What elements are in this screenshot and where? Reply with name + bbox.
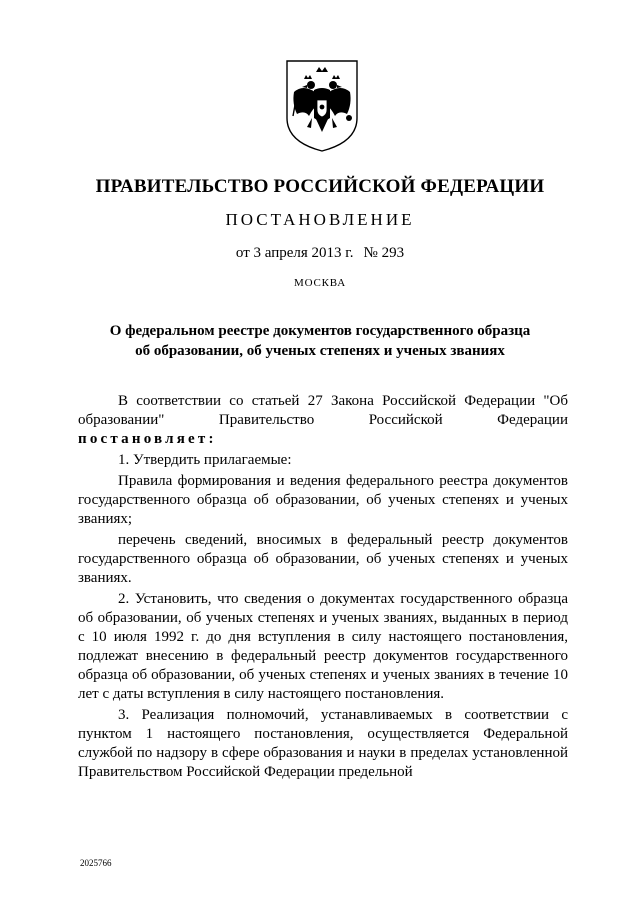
paragraph-1-list: перечень сведений, вносимых в федеральный реестр документов государственного образца об образовании, об ученых степенях и ученых званиях.	[78, 532, 568, 586]
coat-of-arms-emblem	[283, 58, 361, 154]
decree-word: постановляет:	[78, 431, 217, 447]
paragraph-2: 2. Установить, что сведения о документах государственного образца об образовании, об ученых степенях и ученых званиях, выданных в период с 10 июля 1992 г. до дня вступления в силу настоящего постановления, подлежат внесению в федеральный реестр документов государственного образца об образовании, об ученых степенях и ученых званиях в течение 10 лет с даты вступления в силу настоящего постановления.	[78, 591, 568, 702]
document-date: от 3 апреля 2013 г.	[235, 245, 354, 261]
paragraph-1-rules: Правила формирования и ведения федерального реестра документов государственного образца об образовании, об ученых степенях и ученых званиях;	[78, 473, 568, 527]
document-city: МОСКВА	[294, 277, 346, 289]
paragraph-1: 1. Утвердить прилагаемые:	[118, 452, 292, 468]
preamble-paragraph	[78, 392, 568, 449]
document-subject	[80, 321, 560, 361]
subject-line-1: О федеральном реестре документов государственного образца	[109, 323, 531, 339]
document-body	[78, 392, 568, 782]
subject-line-2: об образовании, об ученых степенях и ученых званиях	[135, 343, 505, 359]
paragraph-3: 3. Реализация полномочий, устанавливаемых в соответствии с пунктом 1 настоящего постановления, осуществляется Федеральной службой по надзору в сфере образования и науки в пределах установленной Правительством Российской Федерации предельной	[78, 707, 568, 780]
preamble-text: В соответствии со статьей 27 Закона Российской Федерации "Об образовании" Правительство Российской Федерации	[78, 393, 568, 428]
government-title: ПРАВИТЕЛЬСТВО РОССИЙСКОЙ ФЕДЕРАЦИИ	[95, 176, 545, 197]
double-headed-eagle-icon	[283, 58, 361, 154]
document-date-line	[0, 245, 640, 262]
document-type: ПОСТАНОВЛЕНИЕ	[225, 210, 415, 229]
document-number: № 293	[363, 245, 405, 261]
document-code: 2025766	[80, 858, 112, 868]
